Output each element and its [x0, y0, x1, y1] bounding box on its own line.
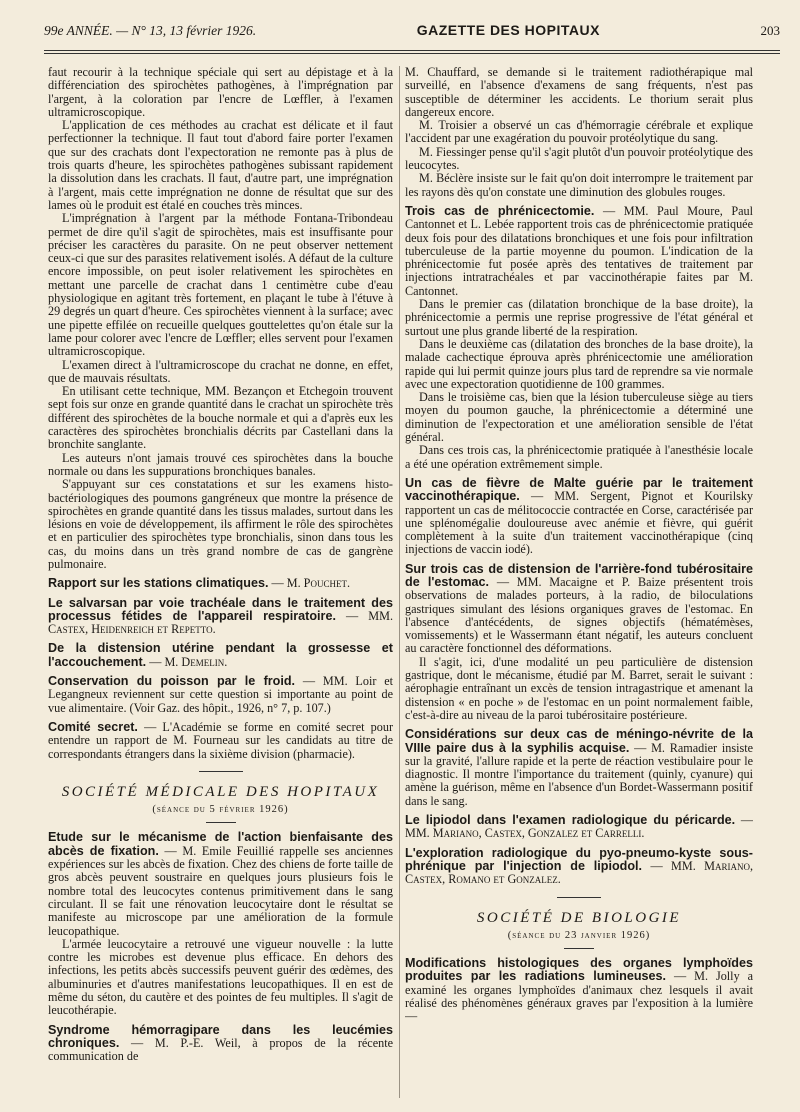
entry-malta-fever: [405, 477, 753, 557]
paragraph: Dans ces trois cas, la phrénicectomie pratiquée à l'anesthésie locale a été une opération extrêmement simple.: [405, 443, 753, 471]
entry-lipiodol-pericardium: [405, 814, 753, 841]
paragraph: Dans le troisième cas, bien que la lésion tuberculeuse siège au tiers moyen du poumon gauche, la phrénicectomie a déterminé une diminution de l'expectoration et une amélioration sensible de l'état général.: [405, 390, 753, 445]
issue-line: 99e ANNÉE. — N° 13, 13 février 1926.: [44, 23, 257, 38]
paragraph: L'imprégnation à l'argent par la méthode Fontana-Tribondeau permet de dire qu'il s'agit de spirochètes, mais est insuffisante pour préciser les caractères du parasite. On ne peut observer nettement ceux-ci que sur des parasites relativement isolés. A défaut de la culture encore impossible, on peut isoler relativement les spirochètes en mettant une parcelle de crachat dans 1 centimètre cube d'eau physiologique en agitant très fortement, en plaçant le tube à l'étuve à 29 degrés un quart d'heure. Ces spirochètes viennent à la surface; avec une pipette effilée on recueille quelques gouttelettes qu'on étale sur la lame pour colorer avec l'encre de Lœffler; elles servent pour l'examen ultramicroscopique.: [48, 211, 393, 359]
entry-title: Sur trois cas de distension de l'arrière-fond tubérositaire de l'estomac.: [405, 561, 753, 589]
section-divider: [199, 771, 243, 772]
paragraph: En utilisant cette technique, MM. Bezançon et Etchegoin trouvent sept fois sur onze en grande quantité dans le crachat un spirochète très différent des spirochètes de la bouche normale et qui a d'après eux les caractères des spirochètes bronchialis décrits par Castellani dans la bronchite sanglante.: [48, 384, 393, 452]
entry-title: Syndrome hémorragipare dans les leucémies chroniques.: [48, 1022, 393, 1050]
right-column: [405, 66, 753, 1098]
paragraph: L'armée leucocytaire a retrouvé une vigueur nouvelle : la lutte contre les microbes est devenue plus efficace. En dehors des infections, les petits abcès successifs peuvent guérir des œdèmes, des albuminuries et d'autres manifestations leucopathiques. Il en est de même du séton, du cautère et des pointes de feu multiples. Il s'agit de leucothérapie.: [48, 936, 393, 1018]
paragraph: L'application de ces méthodes au crachat est délicate et il faut perfectionner la technique. Il faut tout d'abord faire porter l'examen que sur des crachats dont l'expectoration ne remonte pas à plus de trois quarts d'heure, les spirochètes pathogènes subissant rapidement la dissolution dans les crachats. Il faut, d'autre part, une imprégnation à l'argent, mais cette imprégnation ne donne de résultat que sur des lames où le produit est étalé en couches très minces.: [48, 118, 393, 212]
entry-secret-committee: [48, 721, 393, 761]
entry-title: Comité secret.: [48, 719, 138, 734]
entry-meningo-neuritis: [405, 728, 753, 808]
paragraph: M. Chauffard, se demande si le traitement radiothérapique mal surveillé, en l'absence d'examens de sang fréquents, n'est pas susceptible de déterminer les accidents. Le thorium serait plus dangereux encore.: [405, 66, 753, 119]
paragraph: Dans le premier cas (dilatation bronchique de la base droite), la phrénicectomie a permis une reprise progressive de l'état général et surtout une plus grande liberté de la respiration.: [405, 297, 753, 338]
entry-phrenicectomy: [405, 205, 753, 298]
entry-title: Le salvarsan par voie trachéale dans le traitement des processus fétides de l'appareil respiratoire.: [48, 595, 393, 623]
entry-title: Rapport sur les stations climatiques.: [48, 576, 269, 591]
left-column: [48, 66, 393, 1098]
entry-stomach-distension: [405, 563, 753, 656]
entry-text: — MM. Paul Moure, Paul Cantonnet et L. Lebée rapportent trois cas de phrénicectomie pratiquée deux fois pour des dilatations bronchiques et une fois pour infiltration tuberculeuse de la partie moyenne du poumon. L'indication de la phrénicectomie fut posée après des tentatives de traitement par injections intratrachéales et par vaccinothérapie faites par M. Cantonnet.: [405, 203, 753, 298]
session-date: (séance du 23 janvier 1926): [507, 929, 651, 941]
paragraph: Il s'agit, ici, d'une modalité un peu particulière de distension gastrique, dont le mécanisme, étudié par M. Barret, serait le suivant : aérophagie entraînant un excès de tension intragastrique et amenant la distension « en poche » de l'estomac en un point normalement faible, c'est-à-dire au niveau de la paroi tubérositaire postérieure.: [405, 654, 753, 722]
entry-title: Le lipiodol dans l'examen radiologique du péricarde.: [405, 813, 736, 828]
page-number: 203: [760, 23, 780, 38]
paragraph: Les auteurs n'ont jamais trouvé ces spirochètes dans la bouche normale ou dans les suppurations bronchiques banales.: [48, 450, 393, 478]
entry-text: — MM. Sergent, Pignot et Kourilsky rapportent un cas de mélitococcie contractée en Corse, caractérisée par une splénomégalie douloureuse avec anémie et fièvre, qui guérit complètement à la suite d'un traitement vaccinothérapique (cinq injections de vaccin iodé).: [405, 489, 753, 557]
journal-title: GAZETTE DES HOPITAUX: [416, 22, 600, 38]
entry-title: L'exploration radiologique du pyo-pneumo-kyste sous-phrénique par l'injection de lipiodol.: [405, 845, 753, 873]
section-divider: [564, 948, 594, 949]
paragraph: M. Béclère insiste sur le fait qu'on doit interrompre le traitement par les rayons dès qu'on constate une diminution des globules rouges.: [405, 171, 753, 199]
paragraph: M. Fiessinger pense qu'il s'agit plutôt d'un pouvoir protéolytique des leucocytes.: [405, 144, 753, 173]
entry-title: Trois cas de phrénicectomie.: [405, 203, 595, 218]
entry-text: — M. Jolly a examiné les organes lymphoïdes d'animaux chez lesquels il avait réalisé des phénomènes généraux graves par l'exposition à la lumière —: [405, 969, 753, 1024]
entry-title: Considérations sur deux cas de méningo-névrite de la VIIIe paire dus à la syphilis acquise.: [405, 727, 753, 755]
entry-title: Etude sur le mécanisme de l'action bienfaisante des abcès de fixation.: [48, 830, 393, 858]
entry-text: — MM. Macaigne et P. Baize présentent trois observations de malades porteurs, à la radio, de biloculations gastriques simulant des lésions organiques graves de l'estomac. En l'absence d'antécédents, de signes objectifs (hématémèses, vomissements) et le Wassermann étant négatif, les auteurs concluent au caractère fonctionnel des déformations.: [405, 574, 753, 656]
session-date: (séance du 5 février 1926): [152, 804, 289, 816]
entry-title: Un cas de fièvre de Malte guérie par le traitement vaccinothérapique.: [405, 475, 753, 504]
entry-authors: — MM. Mariano, Castex, Gonzalez et Carrelli.: [405, 813, 753, 841]
entry-hemorrhagic-syndrome: [48, 1024, 393, 1064]
entry-text: — M. P.-E. Weil, à propos de la récente communication de: [48, 1035, 393, 1064]
section-divider: [557, 897, 601, 898]
entry-pyo-pneumo-cyst: [405, 847, 753, 887]
entry-text: — M. Emile Feuillié rappelle ses anciennes expériences sur les abcès de fixation. Chez des chiens de forte taille de gros abcès peuvent soustraire en quelques jours plusieurs fois le nombre total des leucocytes contenus primitivement dans le sang circulant. Il se fait une rénovation leucocytaire dont le résultat se manifeste au microscope par une amélioration de la formule leucopathique.: [48, 843, 393, 938]
entry-text: — MM. Loir et Legangneux reviennent sur cette question si importante au point de vue alimentaire. (Voir Gaz. des hôpit., 1926, n° 7, p. 107.): [48, 674, 393, 715]
entry-title: Conservation du poisson par le froid.: [48, 674, 296, 689]
section-divider: [206, 822, 236, 823]
entry-climatic-stations: [48, 577, 393, 590]
entry-authors: — M. Pouchet.: [271, 576, 350, 591]
entry-authors: — MM. Mariano, Castex, Romano et Gonzalez.: [405, 858, 753, 887]
entry-fish-conservation: [48, 675, 393, 715]
paragraph: M. Troisier a observé un cas d'hémorragie cérébrale et explique l'accident par une exagération du pouvoir protéolytique du sang.: [405, 118, 753, 146]
paragraph: Dans le deuxième cas (dilatation des bronches de la base droite), la malade cachectique éprouva après phrénicectomie une amélioration rapide qui lui permit quinze jours plus tard de reprendre sa vie normale avec une expectoration quotidienne de 100 grammes.: [405, 336, 753, 391]
entry-salvarsan: [48, 597, 393, 637]
header-rule: [44, 50, 780, 54]
entry-text: — M. Ramadier insiste sur la gravité, l'allure rapide et la perte de réaction vestibulaire pour le diagnostic. Il montre l'importance du traitement (quinly, cyanure) qui amène la guérison, même en l'absence d'un Bordet-Wassermann positif dans le sang.: [405, 740, 753, 808]
society-heading: SOCIÉTÉ MÉDICALE DES HOPITAUX: [61, 783, 380, 800]
entry-authors: — M. Demelin.: [149, 654, 228, 669]
running-header: [44, 22, 780, 48]
entry-lymphoid-organs: [405, 957, 753, 1023]
entry-title: De la distension utérine pendant la grossesse et l'accouchement.: [48, 641, 393, 669]
entry-text: — L'Académie se forme en comité secret pour entendre un rapport de M. Fourneau sur les candidats au titre de correspondants étrangers dans la sixième division (pharmacie).: [48, 719, 393, 761]
paragraph: L'examen direct à l'ultramicroscope du crachat ne donne, en effet, que de mauvais résultats.: [48, 357, 393, 385]
paragraph: S'appuyant sur ces constatations et sur les examens histo-bactériologiques des poumons gangréneux que montre la présence de spirochètes en grande quantité dans les tissus malades, surtout dans les lésions en voie de développement, ils affirment le rôle des spirochètes et en particulier des spirochètes type bronchialis, sinon dans tous les cas, du moins dans un très grand nombre de cas de gangrène pulmonaire.: [48, 477, 393, 571]
entry-title: Modifications histologiques des organes lymphoïdes produites par les radiations lumineuses.: [405, 956, 753, 984]
column-divider: [399, 66, 400, 1098]
entry-authors: — MM. Castex, Heidenreich et Repetto.: [48, 608, 393, 637]
entry-uterine-distension: [48, 642, 393, 669]
entry-fixation-abscess: [48, 831, 393, 937]
paragraph: faut recourir à la technique spéciale qui sert au dépistage et à la différenciation des spirochètes pathogènes, à l'imprégnation par l'argent, à la coloration par l'encre de Lœffler, à l'examen ultramicroscopique.: [48, 66, 393, 119]
society-heading: SOCIÉTÉ DE BIOLOGIE: [476, 909, 682, 926]
